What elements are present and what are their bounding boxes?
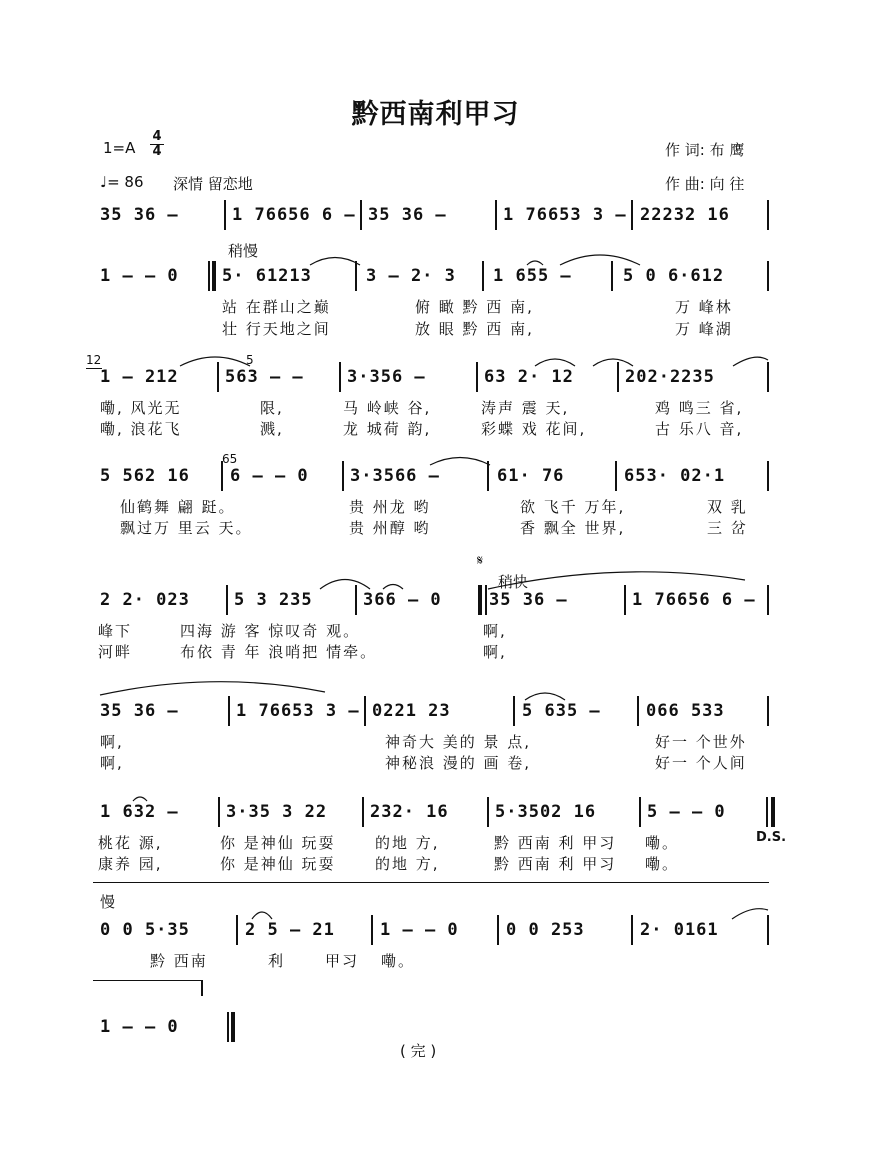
lyric-line: 龙 城荷 韵, (343, 420, 432, 438)
slur (100, 682, 325, 695)
measure-31: 1 632 – (100, 802, 179, 822)
lyric-line: 黔 西南 (150, 952, 208, 970)
slur (525, 693, 565, 700)
dal-segno: D.S. (756, 830, 787, 845)
slur (252, 912, 272, 919)
lyric-line: 啊, (100, 733, 124, 751)
lyric-line: 贵 州醇 哟 (349, 519, 431, 537)
measure-8: 3 – 2· 3 (366, 266, 456, 286)
lyric-line: 啊, (100, 754, 124, 772)
expression-marking: 深情 留恋地 (173, 175, 253, 193)
lyric-line: 双 乳 (707, 498, 748, 516)
measure-30: 066 533 (646, 701, 725, 721)
measure-26: 35 36 – (100, 701, 179, 721)
end-marking: ( 完 ) (400, 1042, 437, 1060)
measure-4: 1 76653 3 – (503, 205, 627, 225)
lyric-line: 马 岭峡 谷, (343, 399, 432, 417)
measure-10: 5 0 6·612 (623, 266, 725, 286)
segno-sign: 𝄋 (477, 553, 484, 569)
lyric-line: 康养 园, (98, 855, 163, 873)
lyricist-credit: 作 词: 布 鹰 (665, 141, 745, 159)
measure-18: 3·3566 – (350, 466, 440, 486)
measure-27: 1 76653 3 – (236, 701, 360, 721)
measure-11: 1 – 212 (100, 367, 179, 387)
slur (488, 572, 745, 589)
measure-5: 22232 16 (640, 205, 730, 225)
measure-13: 3·356 – (347, 367, 426, 387)
time-signature-bottom: 4 (152, 144, 162, 159)
score-title: 黔西南利甲习 (351, 99, 520, 130)
lyric-line: 溅, (260, 420, 284, 438)
lyric-line: 壮 行天地之间 (222, 320, 331, 338)
slur (430, 458, 490, 466)
lyric-line: 放 眼 黔 西 南, (415, 320, 534, 338)
lyric-line: 万 峰林 (675, 298, 733, 316)
slur (560, 255, 640, 265)
slur (527, 261, 543, 265)
measure-32: 3·35 3 22 (226, 802, 328, 822)
measure-14: 63 2· 12 (484, 367, 574, 387)
lyric-line: 嘞。 (645, 855, 680, 873)
lyric-line: 彩蝶 戏 花间, (481, 420, 587, 438)
lyric-line: 桃花 源, (98, 834, 163, 852)
lyric-line: 香 飘全 世界, (520, 519, 626, 537)
tempo-shaoman: 稍慢 (228, 242, 259, 260)
lyric-line: 嘞, 浪花飞 (100, 420, 182, 438)
slur (732, 909, 768, 919)
measure-21: 2 2· 023 (100, 590, 190, 610)
measure-40: 2· 0161 (640, 920, 719, 940)
measure-3: 35 36 – (368, 205, 447, 225)
slur (133, 797, 147, 801)
measure-17: 6 – – 0 (230, 466, 309, 486)
measure-19: 61· 76 (497, 466, 565, 486)
lyric-line: 你 是神仙 玩耍 (220, 855, 336, 873)
lyric-line: 万 峰湖 (675, 320, 733, 338)
measure-9: 1 655 – (493, 266, 572, 286)
lyric-line: 啊, (483, 622, 507, 640)
measure-23: 366 – 0 (363, 590, 442, 610)
lyric-line: 啊, (483, 643, 507, 661)
slur (180, 357, 250, 366)
lyric-line: 古 乐八 音, (655, 420, 744, 438)
lyric-line: 飘过万 里云 天。 (120, 519, 253, 537)
measure-33: 232· 16 (370, 802, 449, 822)
measure-37: 2 5 – 21 (245, 920, 335, 940)
grace-note: 5 (246, 353, 254, 367)
lyric-line: 好一 个人间 (655, 754, 747, 772)
lyric-line: 嘞。 (381, 952, 416, 970)
lyric-line: 甲习 (325, 952, 360, 970)
lyric-line: 欲 飞千 万年, (520, 498, 626, 516)
measure-36: 0 0 5·35 (100, 920, 190, 940)
lyric-line: 限, (260, 399, 284, 417)
slur (320, 580, 370, 590)
measure-24: 35 36 – (489, 590, 568, 610)
measure-39: 0 0 253 (506, 920, 585, 940)
lyric-line: 的地 方, (375, 834, 440, 852)
lyric-line: 河畔 (98, 643, 133, 661)
measure-1: 35 36 – (100, 205, 179, 225)
measure-20: 653· 02·1 (624, 466, 726, 486)
lyric-line: 俯 瞰 黔 西 南, (415, 298, 534, 316)
slur (733, 357, 768, 366)
tempo-shaokuai: 稍快 (498, 573, 529, 591)
lyric-line: 神秘浪 漫的 画 卷, (385, 754, 532, 772)
slur (535, 359, 575, 366)
measure-16: 5 562 16 (100, 466, 190, 486)
lyric-line: 黔 西南 利 甲习 (494, 834, 617, 852)
lyric-line: 三 岔 (707, 519, 748, 537)
measure-15: 202·2235 (625, 367, 715, 387)
lyric-line: 站 在群山之巅 (222, 298, 331, 316)
measure-29: 5 635 – (522, 701, 601, 721)
measure-34: 5·3502 16 (495, 802, 597, 822)
measure-38: 1 – – 0 (380, 920, 459, 940)
tempo-marking: ♩= 86 (100, 173, 144, 191)
lyric-line: 布依 青 年 浪哨把 情牵。 (180, 643, 378, 661)
measure-35: 5 – – 0 (647, 802, 726, 822)
lyric-line: 鸡 鸣三 省, (655, 399, 744, 417)
slur (383, 585, 403, 590)
lyric-line: 涛声 震 天, (481, 399, 570, 417)
measure-22: 5 3 235 (234, 590, 313, 610)
lyric-line: 嘞。 (645, 834, 680, 852)
lyric-line: 神奇大 美的 景 点, (385, 733, 532, 751)
volta-number: 12 (86, 353, 102, 367)
measure-28: 0221 23 (372, 701, 451, 721)
lyric-line: 峰下 (98, 622, 133, 640)
grace-note: 65 (222, 452, 238, 466)
tempo-man: 慢 (100, 893, 116, 911)
key-signature: 1=A (103, 139, 136, 157)
lyric-line: 的地 方, (375, 855, 440, 873)
lyric-line: 好一 个世外 (655, 733, 747, 751)
lyric-line: 黔 西南 利 甲习 (494, 855, 617, 873)
lyric-line: 仙鹤舞 翩 跹。 (120, 498, 236, 516)
time-signature-top: 4 (150, 130, 164, 145)
slur (310, 258, 360, 266)
lyric-line: 你 是神仙 玩耍 (220, 834, 336, 852)
measure-7: 5· 61213 (222, 266, 312, 286)
measure-6: 1 – – 0 (100, 266, 179, 286)
lyric-line: 利 (268, 952, 286, 970)
composer-credit: 作 曲: 向 往 (665, 175, 745, 193)
lyric-line: 四海 游 客 惊叹奇 观。 (180, 622, 361, 640)
measure-2: 1 76656 6 – (232, 205, 356, 225)
measure-41: 1 – – 0 (100, 1017, 179, 1037)
slur (593, 359, 633, 366)
measure-12: 563 – – (225, 367, 304, 387)
measure-25: 1 76656 6 – (632, 590, 756, 610)
lyric-line: 嘞, 风光无 (100, 399, 182, 417)
lyric-line: 贵 州龙 哟 (349, 498, 431, 516)
